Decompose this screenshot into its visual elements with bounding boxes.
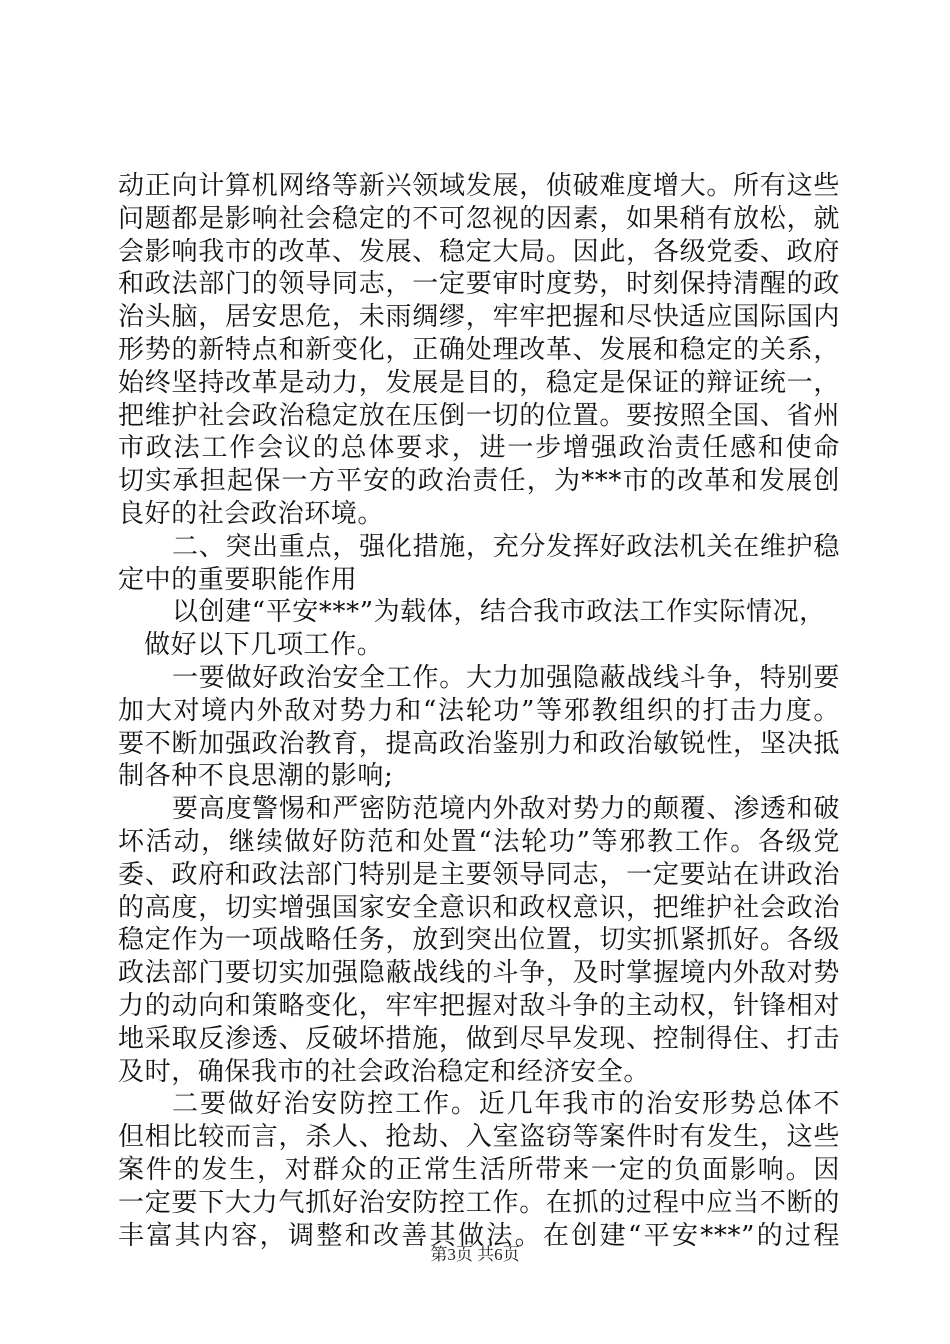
text-line: 案件的发生，对群众的正常生活所带来一定的负面影响。因 bbox=[118, 1154, 840, 1185]
text-line: 和政法部门的领导同志，一定要审时度势，时刻保持清醒的政 bbox=[118, 269, 840, 300]
page-footer bbox=[0, 1240, 950, 1265]
text-line: 地采取反渗透、反破坏措施，做到尽早发现、控制得住、打击 bbox=[118, 1023, 840, 1054]
text-line: 良好的社会政治环境。 bbox=[118, 498, 385, 529]
body-text bbox=[118, 170, 840, 1252]
text-line: 以创建“平安***”为载体，结合我市政法工作实际情况， bbox=[172, 597, 826, 628]
text-line: 始终坚持改革是动力，发展是目的，稳定是保证的辩证统一， bbox=[118, 367, 840, 398]
text-line: 加大对境内外敌对势力和“法轮功”等邪教组织的打击力度。 bbox=[118, 695, 840, 726]
section-heading-line: 二、突出重点，强化措施，充分发挥好政法机关在维护稳 bbox=[172, 531, 840, 562]
text-line: 委、政府和政法部门特别是主要领导同志，一定要站在讲政治 bbox=[118, 859, 840, 890]
text-line: 切实承担起保一方平安的政治责任，为***市的改革和发展创 bbox=[118, 466, 840, 497]
section-heading-line: 定中的重要职能作用 bbox=[118, 564, 358, 595]
text-line: 做好以下几项工作。 bbox=[144, 630, 384, 661]
text-line: 一定要下大力气抓好治安防控工作。在抓的过程中应当不断的 bbox=[118, 1187, 840, 1218]
text-line: 但相比较而言，杀人、抢劫、入室盗窃等案件时有发生，这些 bbox=[118, 1122, 840, 1153]
text-line: 市政法工作会议的总体要求，进一步增强政治责任感和使命 bbox=[118, 433, 840, 464]
text-line: 政法部门要切实加强隐蔽战线的斗争，及时掌握境内外敌对势 bbox=[118, 958, 840, 989]
text-line: 力的动向和策略变化，牢牢把握对敌斗争的主动权，针锋相对 bbox=[118, 990, 840, 1021]
text-line: 会影响我市的改革、发展、稳定大局。因此，各级党委、政府 bbox=[118, 236, 840, 267]
text-line: 二要做好治安防控工作。近几年我市的治安形势总体不 bbox=[172, 1089, 840, 1120]
text-line: 治头脑，居安思危，未雨绸缪，牢牢把握和尽快适应国际国内 bbox=[118, 302, 840, 333]
text-line: 一要做好政治安全工作。大力加强隐蔽战线斗争，特别要 bbox=[172, 662, 840, 693]
text-line: 把维护社会政治稳定放在压倒一切的位置。要按照全国、省州 bbox=[118, 400, 840, 431]
text-line: 制各种不良思潮的影响; bbox=[118, 761, 394, 792]
text-line: 问题都是影响社会稳定的不可忽视的因素，如果稍有放松，就 bbox=[118, 203, 840, 234]
page-number: 第3页 共6页 bbox=[430, 1245, 520, 1264]
text-line: 及时，确保我市的社会政治稳定和经济安全。 bbox=[118, 1056, 651, 1087]
text-line: 稳定作为一项战略任务，放到突出位置，切实抓紧抓好。各级 bbox=[118, 925, 840, 956]
text-line: 形势的新特点和新变化，正确处理改革、发展和稳定的关系， bbox=[118, 334, 840, 365]
text-line: 丰富其内容，调整和改善其做法。在创建“平安***”的过程 bbox=[118, 1220, 840, 1251]
text-line: 要高度警惕和严密防范境内外敌对势力的颠覆、渗透和破 bbox=[172, 794, 840, 825]
text-line: 要不断加强政治教育，提高政治鉴别力和政治敏锐性，坚决抵 bbox=[118, 728, 840, 759]
text-line: 坏活动，继续做好防范和处置“法轮功”等邪教工作。各级党 bbox=[118, 826, 840, 857]
text-line: 的高度，切实增强国家安全意识和政权意识，把维护社会政治 bbox=[118, 892, 840, 923]
text-line: 动正向计算机网络等新兴领域发展，侦破难度增大。所有这些 bbox=[118, 171, 840, 201]
